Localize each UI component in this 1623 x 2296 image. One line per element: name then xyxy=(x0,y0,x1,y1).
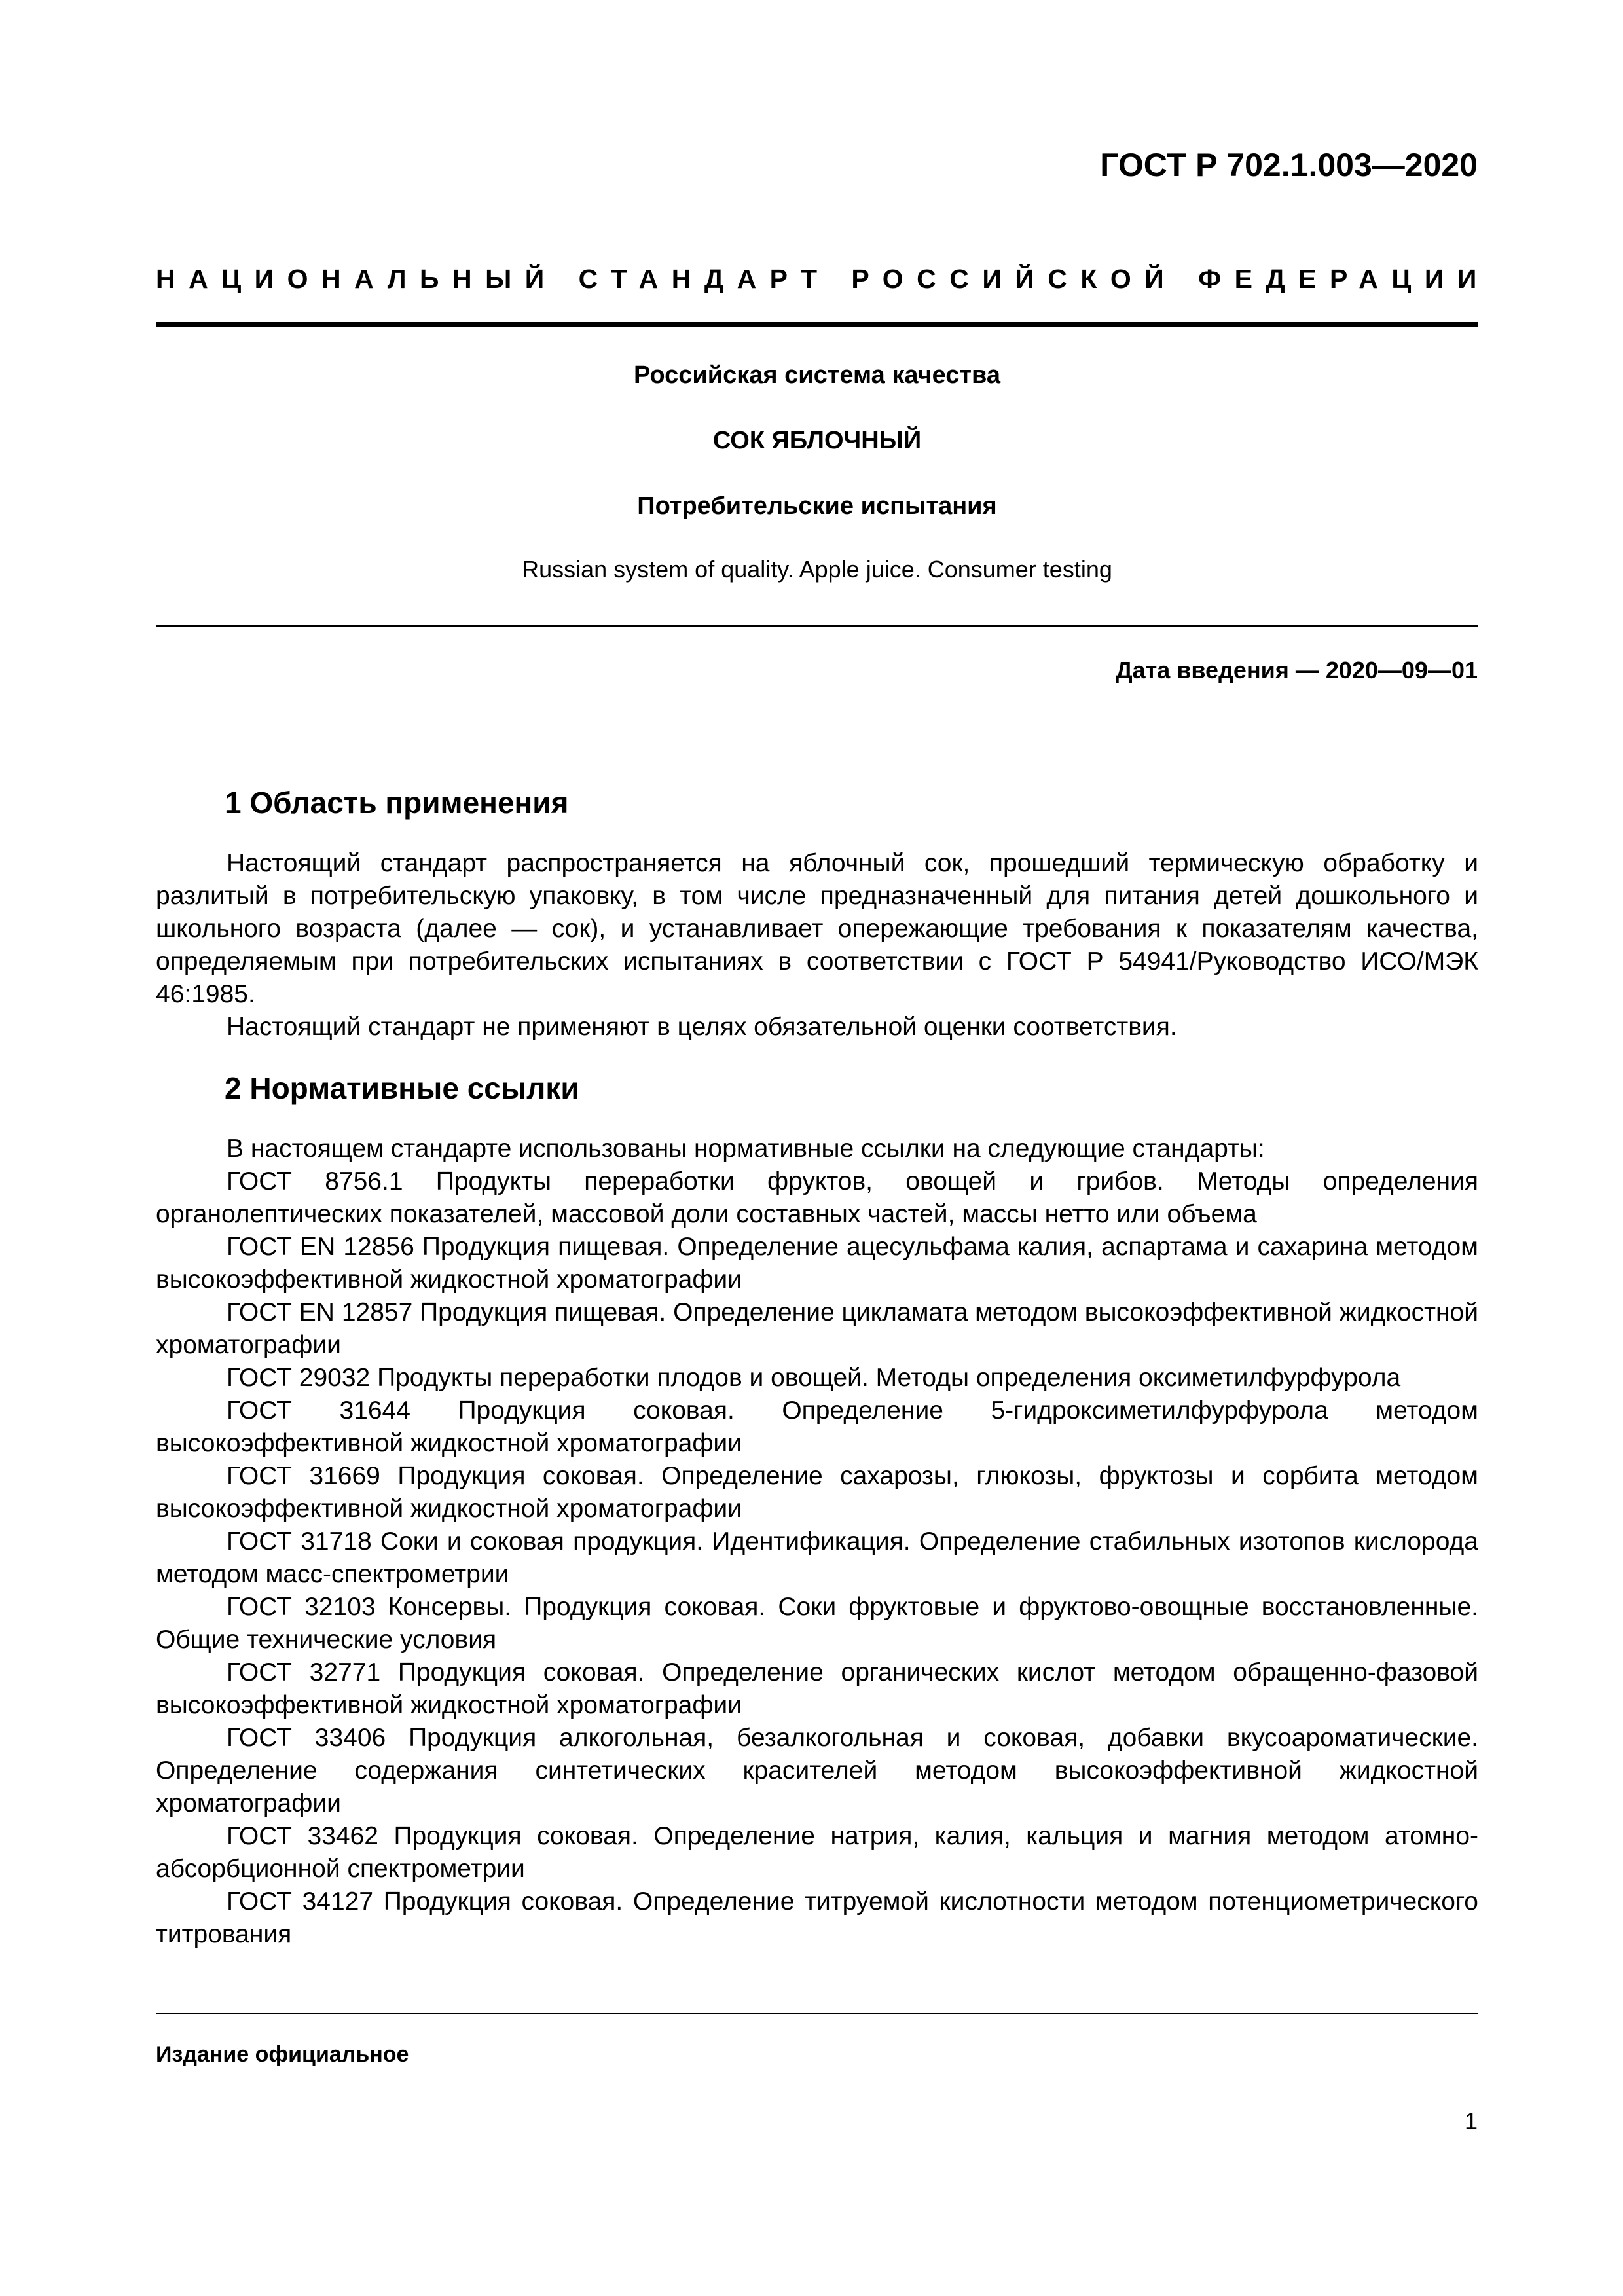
footer-divider xyxy=(156,2013,1478,2014)
reference-item: ГОСТ 32771 Продукция соковая. Определение органических кислот методом обращенно-фазовой высокоэффективной жидкостной хроматографии xyxy=(156,1658,1478,1719)
standard-designation: ГОСТ Р 702.1.003—2020 xyxy=(1100,147,1478,183)
title-divider xyxy=(156,625,1478,627)
reference-item: ГОСТ 31669 Продукция соковая. Определение сахарозы, глюкозы, фруктозы и сорбита методом высокоэффективной жидкостной хроматографии xyxy=(156,1462,1478,1523)
reference-item: ГОСТ 29032 Продукты переработки плодов и овощей. Методы определения оксиметилфурфурола xyxy=(227,1364,1401,1392)
scope-paragraph: Настоящий стандарт распространяется на яблочный сок, прошедший термическую обработку и разлитый в потребительскую упаковку, в том числе предназначенный для питания детей дошкольного и школьного возраста (далее — сок), и устанавливает опережающие требования к показателям качества, определяемым при потребительских испытаниях в соответствии с ГОСТ Р 54941/Руководство ИСО/МЭК 46:1985. xyxy=(156,849,1478,1008)
references-list xyxy=(156,1165,1478,1951)
reference-item: ГОСТ 33462 Продукция соковая. Определение натрия, калия, кальция и магния методом атомно-абсорбционной спектрометрии xyxy=(156,1822,1478,1883)
introduction-date: Дата введения — 2020—09—01 xyxy=(1115,657,1478,683)
document-title: СОК ЯБЛОЧНЫЙ xyxy=(712,427,922,454)
reference-item: ГОСТ EN 12857 Продукция пищевая. Определение цикламата методом высокоэффективной жидкостной хроматографии xyxy=(156,1298,1478,1359)
references-intro: В настоящем стандарте использованы нормативные ссылки на следующие стандарты: xyxy=(227,1135,1265,1163)
reference-item: ГОСТ EN 12856 Продукция пищевая. Определение ацесульфама калия, аспартама и сахарина методом высокоэффективной жидкостной хроматографии xyxy=(156,1233,1478,1294)
official-edition-label: Издание официальное xyxy=(156,2042,409,2067)
section-heading-references: 2 Нормативные ссылки xyxy=(225,1071,579,1105)
english-title: Russian system of quality. Apple juice. Consumer testing xyxy=(522,556,1112,583)
section-heading-scope: 1 Область применения xyxy=(225,786,569,820)
reference-item: ГОСТ 33406 Продукция алкогольная, безалкогольная и соковая, добавки вкусоароматические. Определение содержания синтетических красителей методом высокоэффективной жидкостной хроматографии xyxy=(156,1724,1478,1817)
reference-item: ГОСТ 31718 Соки и соковая продукция. Идентификация. Определение стабильных изотопов кислорода методом масс-спектрометрии xyxy=(156,1527,1478,1588)
quality-system-title: Российская система качества xyxy=(634,361,1000,389)
reference-item: ГОСТ 34127 Продукция соковая. Определение титруемой кислотности методом потенциометрического титрования xyxy=(156,1887,1478,1948)
reference-item: ГОСТ 8756.1 Продукты переработки фруктов, овощей и грибов. Методы определения органолептических показателей, массовой доли составных частей, массы нетто или объема xyxy=(156,1167,1478,1228)
scope-paragraph: Настоящий стандарт не применяют в целях обязательной оценки соответствия. xyxy=(227,1013,1177,1041)
document-subtitle: Потребительские испытания xyxy=(637,492,997,520)
page-number: 1 xyxy=(1464,2107,1478,2134)
document-body xyxy=(156,784,1478,1951)
reference-item: ГОСТ 31644 Продукция соковая. Определение 5-гидроксиметилфурфурола методом высокоэффективной жидкостной хроматографии xyxy=(156,1396,1478,1457)
reference-item: ГОСТ 32103 Консервы. Продукция соковая. Соки фруктовые и фруктово-овощные восстановленные. Общие технические условия xyxy=(156,1593,1478,1654)
header-divider xyxy=(156,322,1478,327)
national-standard-title: НАЦИОНАЛЬНЫЙ СТАНДАРТ РОССИЙСКОЙ ФЕДЕРАЦИИ xyxy=(156,264,1490,294)
